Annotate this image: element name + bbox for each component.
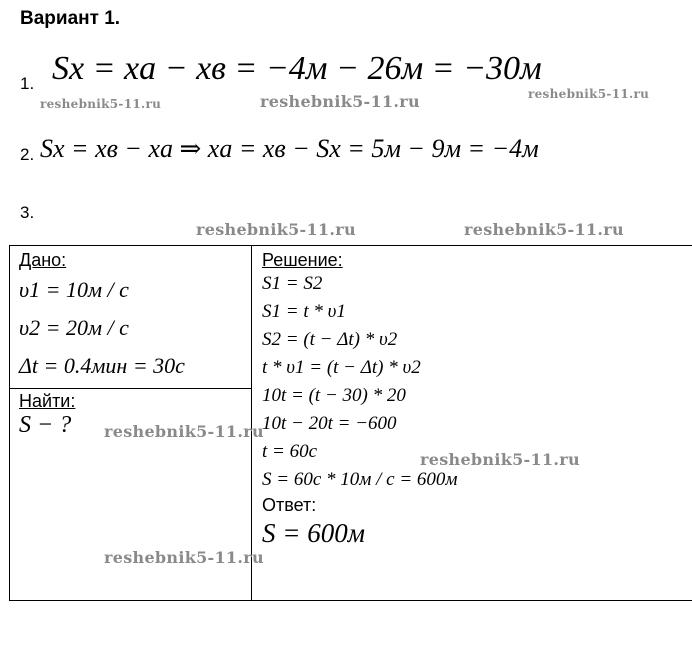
solution-line: S = 60c * 10м / c = 600м bbox=[262, 469, 458, 490]
solution-line: 10t = (t − 30) * 20 bbox=[262, 385, 406, 406]
given-line: Δt = 0.4мин = 30с bbox=[19, 353, 185, 378]
watermark: reshebnik5-11.ru bbox=[104, 422, 264, 441]
find-line: S − ? bbox=[19, 412, 72, 438]
item3-number: 3. bbox=[20, 203, 35, 222]
item1-number: 1. bbox=[20, 74, 35, 93]
watermark: reshebnik5-11.ru bbox=[104, 548, 264, 567]
watermark: reshebnik5-11.ru bbox=[464, 220, 624, 239]
item2-number: 2. bbox=[20, 145, 35, 164]
solution-line: t = 60c bbox=[262, 441, 318, 462]
solution-heading: Решение: bbox=[262, 250, 343, 270]
item1-equation: Sx = xa − xв = −4м − 26м = −30м bbox=[52, 50, 542, 87]
given-heading: Дано: bbox=[19, 250, 67, 270]
watermark: reshebnik5-11.ru bbox=[260, 92, 420, 111]
solution-line: S2 = (t − Δt) * υ2 bbox=[262, 329, 398, 350]
item2-equation: Sx = xв − xa ⇒ xa = xв − Sx = 5м − 9м = −4м bbox=[40, 134, 539, 163]
solution-line: 10t − 20t = −600 bbox=[262, 413, 397, 434]
answer-value: S = 600м bbox=[262, 518, 365, 548]
given-cell bbox=[10, 246, 252, 389]
find-heading: Найти: bbox=[19, 391, 76, 411]
answer-label: Ответ: bbox=[262, 495, 317, 515]
watermark: reshebnik5-11.ru bbox=[40, 97, 162, 111]
solution-line: S1 = t * υ1 bbox=[262, 301, 346, 322]
solution-line: t * υ1 = (t − Δt) * υ2 bbox=[262, 357, 421, 378]
watermark: reshebnik5-11.ru bbox=[196, 220, 356, 239]
solution-line: S1 = S2 bbox=[262, 273, 323, 294]
page-title: Вариант 1. bbox=[20, 8, 121, 29]
watermark: reshebnik5-11.ru bbox=[420, 450, 580, 469]
solution-cell bbox=[252, 246, 692, 601]
given-line: υ2 = 20м / с bbox=[19, 315, 129, 340]
watermark: reshebnik5-11.ru bbox=[528, 87, 650, 101]
find-cell bbox=[10, 389, 252, 601]
given-line: υ1 = 10м / с bbox=[19, 277, 129, 302]
